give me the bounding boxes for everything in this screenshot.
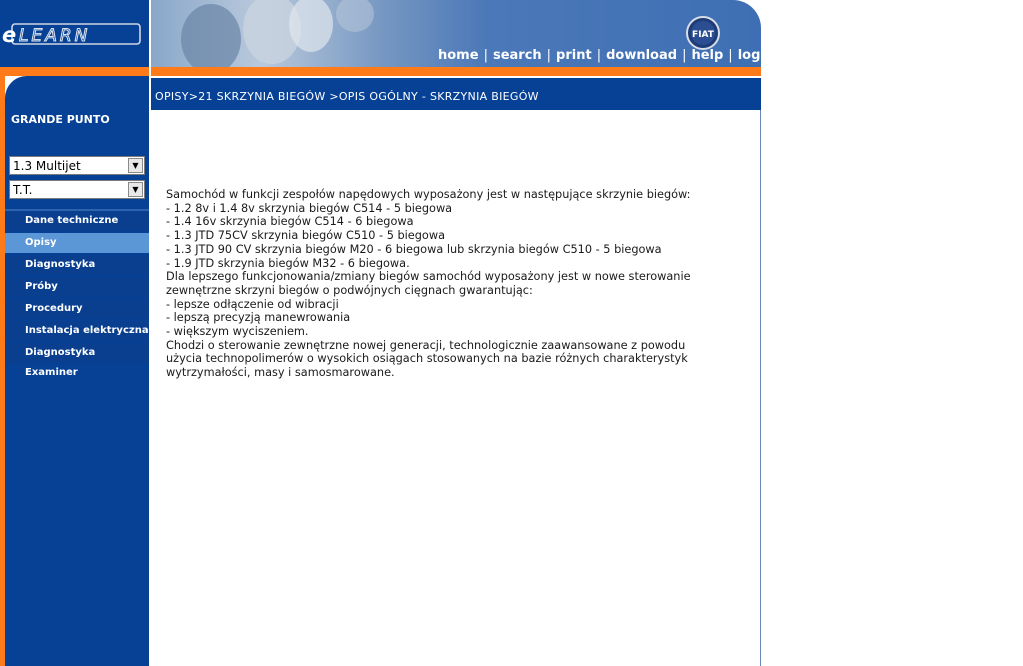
nav-separator: |	[596, 48, 602, 63]
nav-separator: |	[483, 48, 488, 63]
content-line: - 1.3 JTD 75CV skrzynia biegów C510 - 5 biegowa	[166, 229, 445, 243]
content-line: Chodzi o sterowanie zewnętrzne nowej generacji, technologicznie zaawansowane z powodu	[166, 338, 686, 352]
nav-search-link[interactable]: search	[492, 48, 542, 63]
nav-separator: |	[728, 48, 733, 63]
fiat-badge-icon	[686, 16, 720, 50]
content-line: Samochód w funkcji zespołów napędowych wyposażony jest w następujące skrzynie biegów:	[166, 188, 691, 201]
breadcrumb: OPISY>21 SKRZYNIA BIEGÓW >OPIS OGÓLNY - SKRZYNIA BIEGÓW	[155, 90, 539, 103]
breadcrumb-bar	[151, 76, 761, 110]
nav-help-link[interactable]: help	[691, 48, 724, 63]
content-line: - 1.4 16v skrzynia biegów C514 - 6 biegowa	[166, 215, 414, 229]
sidebar-menu	[5, 211, 149, 378]
content-line: - lepsze odłączenie od wibracji	[166, 297, 339, 311]
engine-select[interactable]	[9, 156, 145, 175]
header-logo-panel	[0, 0, 149, 67]
sidebar-item-procedury[interactable]: Procedury	[5, 299, 149, 319]
sidebar	[5, 110, 149, 666]
version-select[interactable]	[9, 180, 145, 199]
content-line: - większym wyciszeniem.	[166, 325, 309, 339]
content-line: - 1.3 JTD 90 CV skrzynia biegów M20 - 6 biegowa lub skrzynia biegów C510 - 5 biegowa	[166, 242, 662, 256]
top-nav	[438, 48, 785, 63]
sidebar-item-diagnostyka-examiner[interactable]: Diagnostyka Examiner	[5, 343, 149, 363]
orange-divider-bar	[0, 67, 761, 76]
nav-separator: |	[682, 48, 687, 63]
photo-face-3	[289, 0, 333, 52]
sidebar-item-opisy[interactable]: Opisy	[5, 233, 149, 253]
nav-home-link[interactable]: home	[438, 48, 479, 63]
chevron-down-icon[interactable]: ▼	[128, 158, 143, 173]
model-title: GRANDE PUNTO	[11, 113, 110, 126]
sidebar-item-proby[interactable]: Próby	[5, 277, 149, 297]
content-line: - lepszą precyzją manewrowania	[166, 311, 351, 325]
engine-select-value: 1.3 Multijet	[13, 159, 81, 173]
chevron-down-icon[interactable]: ▼	[128, 182, 143, 197]
nav-logout-link[interactable]: logout	[737, 48, 785, 63]
content-line: wytrzymałości, masy i samosmarowane.	[166, 366, 395, 380]
photo-face-1	[181, 4, 241, 67]
nav-separator: |	[546, 48, 552, 63]
content-line: użycia technopolimerów o wysokich osiągach stosowanych na bazie różnych charakterystyk	[166, 352, 688, 366]
fiat-badge-text: FIAT	[692, 30, 714, 40]
photo-face-4	[336, 0, 374, 32]
content-text	[166, 188, 726, 380]
nav-print-link[interactable]: print	[556, 48, 592, 63]
content-line: Dla lepszego funkcjonowania/zmiany biegów samochód wyposażony jest w nowe sterowanie	[166, 270, 691, 284]
sidebar-item-diagnostyka[interactable]: Diagnostyka	[5, 255, 149, 275]
svg-text:LEARN: LEARN	[19, 26, 91, 46]
content-line: zewnętrzne skrzyni biegów o podwójnych cięgnach gwarantując:	[166, 283, 533, 297]
sidebar-corner	[5, 76, 149, 110]
main-content	[151, 110, 761, 666]
nav-download-link[interactable]: download	[606, 48, 678, 63]
version-select-value: T.T.	[13, 183, 33, 197]
sidebar-item-dane-techniczne[interactable]: Dane techniczne	[5, 211, 149, 231]
sidebar-item-instalacja-elektryczna[interactable]: Instalacja elektryczna	[5, 321, 149, 341]
content-line: - 1.9 JTD skrzynia biegów M32 - 6 biegowa.	[166, 256, 410, 270]
elearn-logo	[0, 20, 143, 48]
content-line: - 1.2 8v i 1.4 8v skrzynia biegów C514 - 5 biegowa	[166, 201, 453, 215]
svg-text:e: e	[2, 23, 17, 47]
